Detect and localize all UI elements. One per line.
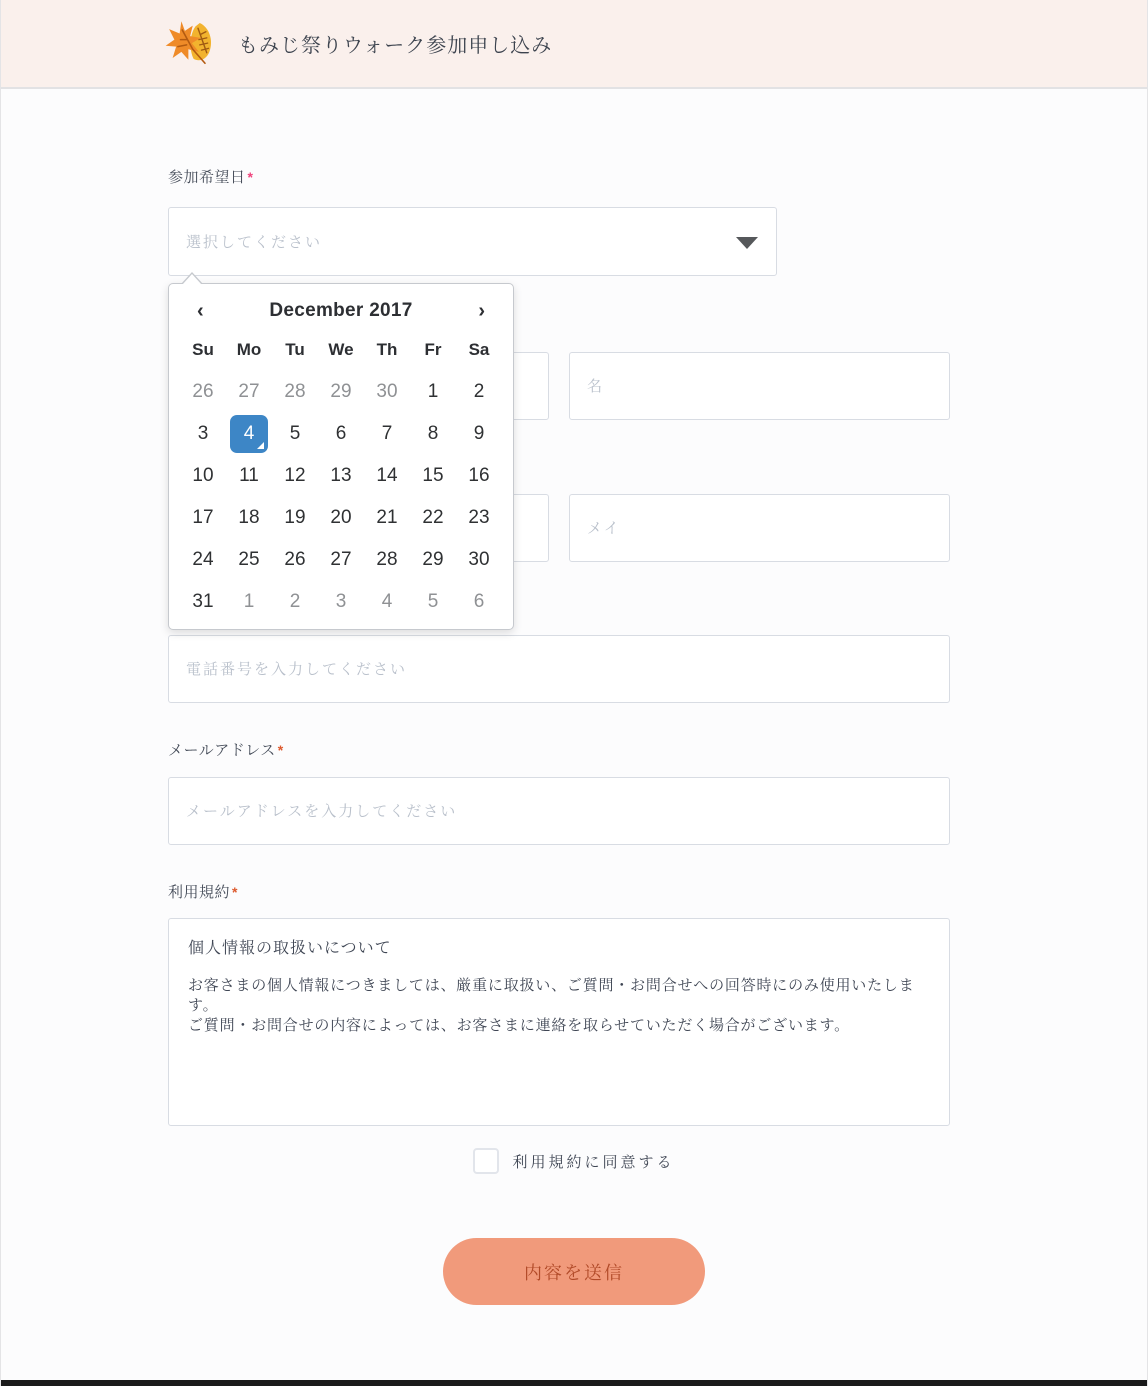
calendar-day[interactable]: 19 (284, 507, 306, 528)
agree-checkbox-label: 利用規約に同意する (512, 1153, 675, 1171)
terms-field-label: 利用規約 (168, 884, 231, 901)
calendar-cell (318, 497, 364, 539)
dropdown-arrow-icon (736, 237, 758, 249)
calendar-day[interactable]: 2 (473, 381, 485, 402)
email-field-label-row (168, 739, 284, 760)
page-title: もみじ祭りウォーク参加申し込み (238, 35, 553, 57)
calendar-day[interactable]: 28 (376, 549, 398, 570)
calendar-day[interactable]: 18 (238, 507, 260, 528)
calendar-cell (318, 581, 364, 623)
calendar-month-title: December 2017 (269, 300, 413, 321)
calendar-day[interactable]: 11 (239, 465, 259, 486)
terms-box-line: お客さまの個人情報につきましては、厳重に取扱い、ご質問・お問合せへの回答時にのみ使用いたします。 (188, 977, 915, 1014)
calendar-cell (318, 455, 364, 497)
calendar-day[interactable]: 14 (376, 465, 398, 486)
calendar-day[interactable]: 30 (468, 549, 490, 570)
calendar-cell (456, 581, 502, 623)
calendar-cell (180, 371, 226, 413)
calendar-cell (410, 539, 456, 581)
calendar-day[interactable]: 6 (473, 591, 485, 612)
calendar-cell (318, 413, 364, 455)
date-field-label-row (168, 166, 253, 187)
calendar-cell (226, 497, 272, 539)
calendar-cell (456, 371, 502, 413)
autumn-leaves-icon (163, 16, 219, 72)
calendar-cell (364, 539, 410, 581)
header-divider (1, 87, 1147, 89)
calendar-cell (180, 413, 226, 455)
calendar-cell (364, 497, 410, 539)
calendar-day[interactable]: 12 (284, 465, 306, 486)
calendar-day[interactable]: 17 (192, 507, 214, 528)
calendar-day[interactable]: 3 (335, 591, 347, 612)
terms-box-line: ご質問・お問合せの内容によっては、お客さまに連絡を取らせていただく場合がございます。 (188, 1017, 850, 1034)
required-asterisk: * (247, 169, 254, 185)
calendar-day[interactable]: 22 (422, 507, 444, 528)
phone-input[interactable] (168, 635, 950, 703)
calendar-weekday-label: Fr (424, 340, 442, 359)
calendar-cell (272, 497, 318, 539)
form-header (1, 0, 1147, 87)
calendar-cell (410, 371, 456, 413)
calendar-day[interactable]: 8 (427, 423, 439, 444)
calendar-cell (410, 455, 456, 497)
calendar-cell (272, 539, 318, 581)
calendar-day[interactable]: 5 (289, 423, 301, 444)
calendar-cell (410, 581, 456, 623)
calendar-day[interactable]: 29 (422, 549, 444, 570)
terms-text-box[interactable] (168, 918, 950, 1126)
calendar-day[interactable]: 15 (422, 465, 444, 486)
calendar-weekday-row (169, 336, 513, 364)
required-asterisk: * (277, 742, 284, 758)
calendar-cell (318, 539, 364, 581)
calendar-weekday-label: We (328, 340, 354, 359)
first-name-input[interactable] (569, 352, 950, 420)
calendar-day[interactable]: 31 (192, 591, 214, 612)
calendar-cell (456, 413, 502, 455)
calendar-next-icon[interactable]: › (474, 301, 489, 321)
calendar-header (169, 294, 513, 328)
calendar-cell (226, 581, 272, 623)
calendar-cell (272, 455, 318, 497)
calendar-cell (272, 371, 318, 413)
terms-field-label-row (168, 881, 238, 902)
terms-box-title: 個人情報の取扱いについて (188, 940, 392, 957)
email-field-label: メールアドレス (168, 742, 276, 759)
calendar-day[interactable]: 13 (330, 465, 352, 486)
calendar-cell (364, 371, 410, 413)
calendar-cell (318, 371, 364, 413)
calendar-cell (410, 497, 456, 539)
calendar-day[interactable]: 10 (192, 465, 214, 486)
calendar-day[interactable]: 1 (243, 591, 255, 612)
submit-button[interactable]: 内容を送信 (443, 1238, 705, 1305)
calendar-day[interactable]: 3 (197, 423, 209, 444)
date-select[interactable] (168, 207, 777, 276)
calendar-weekday-label: Sa (468, 340, 490, 359)
calendar-day[interactable]: 1 (427, 381, 439, 402)
email-input[interactable] (168, 777, 950, 845)
calendar-cell (456, 539, 502, 581)
datepicker-popup (168, 283, 514, 630)
calendar-weekday-label: Mo (236, 340, 262, 359)
calendar-day[interactable]: 27 (238, 381, 260, 402)
calendar-cell (226, 371, 272, 413)
calendar-cell (272, 413, 318, 455)
calendar-weekday-label: Su (192, 340, 214, 359)
calendar-cell (364, 581, 410, 623)
calendar-cell (180, 539, 226, 581)
calendar-day[interactable]: 30 (376, 381, 398, 402)
calendar-day[interactable]: 26 (284, 549, 306, 570)
bottom-bar (1, 1380, 1147, 1386)
calendar-day[interactable]: 4 (381, 591, 393, 612)
calendar-day[interactable]: 7 (381, 423, 393, 444)
calendar-cell (364, 455, 410, 497)
calendar-cell (456, 497, 502, 539)
calendar-day-selected[interactable]: 4 (230, 415, 268, 453)
agree-row (1, 1148, 1147, 1174)
calendar-day[interactable]: 23 (468, 507, 490, 528)
calendar-day[interactable]: 27 (330, 549, 352, 570)
calendar-day[interactable]: 29 (330, 381, 352, 402)
calendar-cell (410, 413, 456, 455)
calendar-day[interactable]: 2 (289, 591, 301, 612)
calendar-cell (180, 455, 226, 497)
calendar-day[interactable]: 16 (468, 465, 490, 486)
calendar-day[interactable]: 21 (376, 507, 398, 528)
date-select-placeholder: 選択してください (186, 234, 323, 251)
calendar-cell (180, 581, 226, 623)
calendar-day[interactable]: 25 (238, 549, 260, 570)
calendar-day[interactable]: 28 (284, 381, 306, 402)
calendar-cell (272, 581, 318, 623)
calendar-cell (226, 455, 272, 497)
calendar-cell (226, 539, 272, 581)
calendar-cell (180, 497, 226, 539)
calendar-weekday-label: Th (376, 340, 398, 359)
kana-first-name-input[interactable] (569, 494, 950, 562)
calendar-day[interactable]: 20 (330, 507, 352, 528)
calendar-grid (169, 371, 513, 623)
required-asterisk: * (232, 884, 238, 900)
calendar-day[interactable]: 9 (473, 423, 485, 444)
calendar-prev-icon[interactable]: ‹ (193, 301, 208, 321)
calendar-cell (456, 455, 502, 497)
calendar-day[interactable]: 26 (192, 381, 214, 402)
date-field-label: 参加希望日 (168, 169, 246, 186)
calendar-cell (364, 413, 410, 455)
calendar-day[interactable]: 24 (192, 549, 214, 570)
calendar-day[interactable]: 5 (427, 591, 439, 612)
calendar-day[interactable]: 6 (335, 423, 347, 444)
agree-checkbox[interactable] (473, 1148, 499, 1174)
calendar-cell (226, 413, 272, 455)
calendar-weekday-label: Tu (285, 340, 305, 359)
